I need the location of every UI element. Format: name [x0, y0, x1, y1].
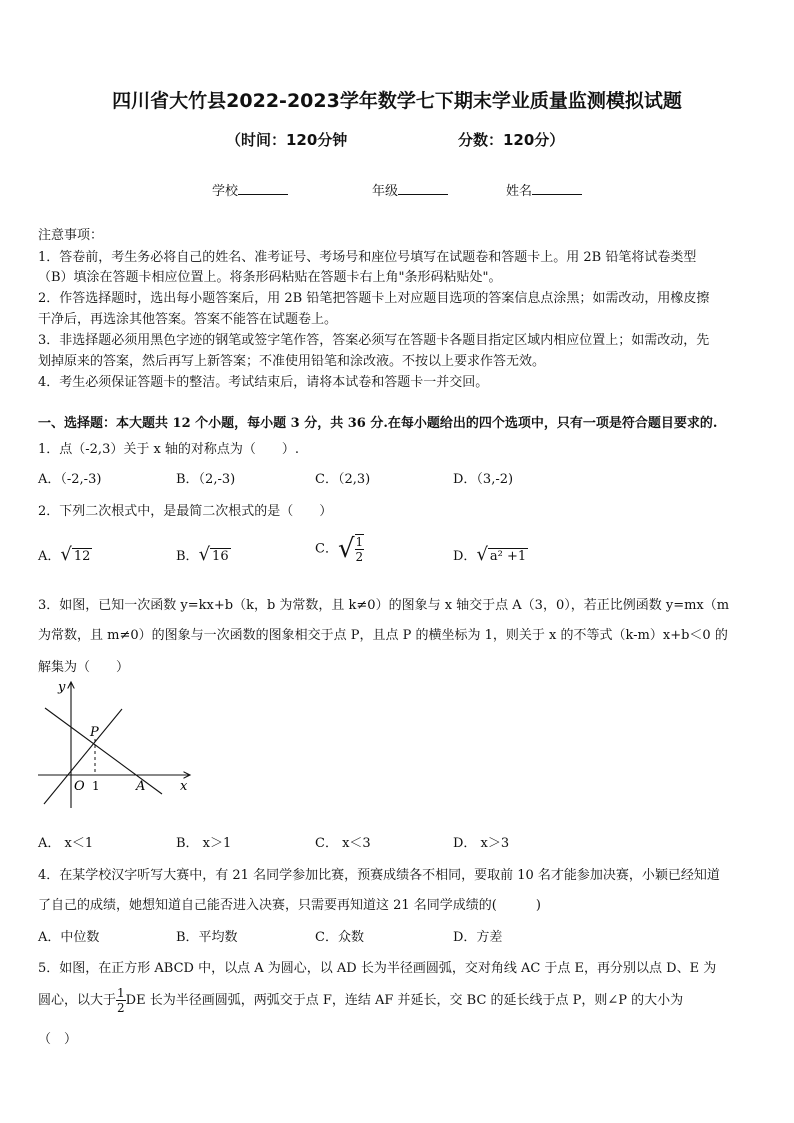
- denominator: 2: [355, 550, 364, 564]
- fraction-half: [116, 986, 126, 1015]
- q1-option-b: B．（2,-3): [176, 472, 236, 487]
- q3-option-a: A． x＜1: [38, 836, 94, 851]
- name-blank: [532, 182, 582, 195]
- option-label: B．: [176, 549, 199, 564]
- denominator: 2: [117, 1001, 125, 1015]
- notes-line: 3．非选择题必须用黑色字迹的钢笔或签字笔作答，答案必须写在答题卡各题目指定区域内相应位置上；如需改动，先: [38, 333, 710, 348]
- q4-option-c: C．众数: [315, 930, 364, 945]
- q1-option-d: D．（3,-2): [453, 472, 514, 487]
- notes-line: 干净后，再选涂其他答案。答案不能答在试题卷上。: [38, 312, 338, 327]
- q3-line: 3．如图，已知一次函数 y=kx+b（k，b 为常数，且 k≠0）的图象与 x 轴交于点 A（3，0），若正比例函数 y=mx（m: [38, 598, 730, 613]
- radicand: 16: [212, 549, 229, 564]
- school-label: 学校: [212, 184, 239, 199]
- q5-line: （ ）: [38, 1032, 78, 1047]
- q2-option-c: C．√ $\frac{1}{2}$: [315, 534, 364, 564]
- numerator: 1: [117, 986, 125, 1000]
- q4-line: 了自己的成绩，她想知道自己能否进入决赛，只需要再知道这 21 名同学成绩的( ): [38, 898, 541, 913]
- notes-line: 划掉原来的答案，然后再写上新答案；不准使用铅笔和涂改液。不按以上要求作答无效。: [38, 354, 546, 369]
- radicand: a² +1: [489, 549, 527, 564]
- q2-option-d: D．√ a² +1: [453, 544, 527, 565]
- radicand: 12: [73, 549, 91, 564]
- exam-score: 分数：120分）: [458, 131, 565, 149]
- notes-heading: 注意事项：: [38, 228, 104, 243]
- section-heading: 一、选择题：本大题共 12 个小题，每小题 3 分，共 36 分.在每小题给出的四个选项中，只有一项是符合题目要求的.: [38, 416, 718, 431]
- tick-label: 1: [92, 779, 100, 793]
- exam-time: （时间：120分钟: [226, 131, 348, 149]
- q2-stem: 2．下列二次根式中，是最简二次根式的是（ ）: [38, 504, 333, 519]
- q4-option-a: A．中位数: [38, 930, 100, 945]
- page-title: 四川省大竹县2022-2023学年数学七下期末学业质量监测模拟试题: [112, 90, 682, 112]
- option-label: D．: [453, 549, 477, 564]
- q3-graph: [30, 676, 200, 816]
- q2-option-a: A．√ 12: [38, 544, 91, 565]
- q2-option-b: B．√ 16: [176, 544, 229, 565]
- q3-line: 为常数，且 m≠0）的图象与一次函数的图象相交于点 P，且点 P 的横坐标为 1，则关于 x 的不等式（k-m）x+b＜0 的: [38, 628, 728, 643]
- q3-option-c: C． x＜3: [315, 836, 371, 851]
- option-label: C．: [315, 541, 338, 557]
- q4-line: 4．在某学校汉字听写大赛中，有 21 名同学参加比赛，预赛成绩各不相同，要取前 10 名才能参加决赛，小颖已经知道: [38, 868, 720, 883]
- point-p-label: P: [90, 725, 99, 740]
- q3-option-d: D． x＞3: [453, 836, 510, 851]
- q5-line: 5．如图，在正方形 ABCD 中，以点 A 为圆心，以 AD 长为半径画圆弧，交对角线 AC 于点 E，再分别以点 D、E 为: [38, 961, 717, 976]
- q5-text: DE 长为半径画圆弧，两弧交于点 F，连结 AF 并延长，交 BC 的延长线于点 P，则∠P 的大小为: [125, 993, 684, 1008]
- notes-line: 1．答卷前，考生务必将自己的姓名、准考证号、考场号和座位号填写在试题卷和答题卡上。用 2B 铅笔将试卷类型: [38, 250, 697, 265]
- numerator: 1: [355, 535, 364, 549]
- school-field: [212, 180, 288, 199]
- q3-option-b: B． x＞1: [176, 836, 232, 851]
- notes-line: 4．考生必须保证答题卡的整洁。考试结束后，请将本试卷和答题卡一并交回。: [38, 375, 489, 390]
- q1-option-c: C．（2,3): [315, 472, 371, 487]
- q4-option-d: D．方差: [453, 930, 503, 945]
- name-label: 姓名: [506, 184, 533, 199]
- grade-blank: [398, 182, 448, 195]
- notes-line: 2．作答选择题时，选出每小题答案后，用 2B 铅笔把答题卡上对应题目选项的答案信息点涂黑；如需改动，用橡皮擦: [38, 291, 710, 306]
- x-axis-label: x: [180, 779, 188, 794]
- fraction: [355, 534, 365, 564]
- q1-stem: 1．点（-2,3）关于 x 轴的对称点为（ ）.: [38, 442, 300, 457]
- point-a-label: A: [136, 779, 146, 794]
- grade-label: 年级: [372, 184, 399, 199]
- notes-line: （B）填涂在答题卡相应位置上。将条形码粘贴在答题卡右上角"条形码粘贴处"。: [38, 270, 502, 285]
- q5-line-with-fraction: [38, 986, 683, 1015]
- y-axis-label: y: [58, 680, 66, 695]
- q4-option-b: B．平均数: [176, 930, 238, 945]
- q1-option-a: A．（-2,-3): [38, 472, 102, 487]
- school-blank: [238, 182, 288, 195]
- grade-field: [372, 180, 448, 199]
- option-label: A．: [38, 549, 61, 564]
- q5-text: 圆心，以大于: [38, 993, 117, 1008]
- name-field: [506, 180, 582, 199]
- q3-line: 解集为（ ）: [38, 660, 130, 675]
- origin-label: O: [74, 779, 85, 794]
